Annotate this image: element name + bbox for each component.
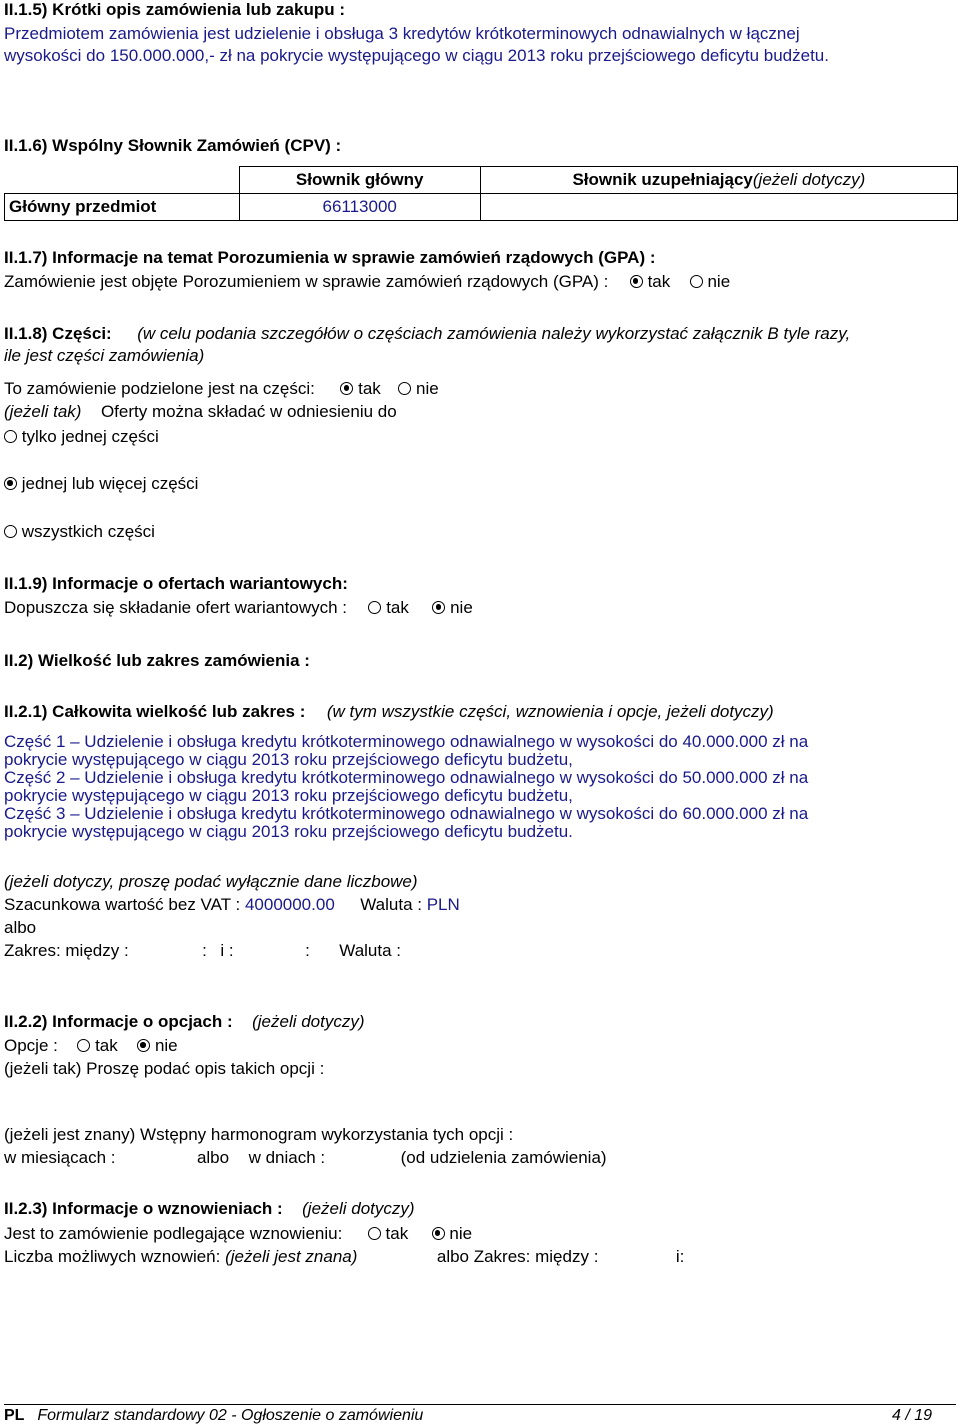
cpv-supplementary-label: Słownik uzupełniający	[572, 170, 753, 189]
renewals-yes-label: tak	[385, 1224, 409, 1243]
section-heading-ii-2-3: II.2.3) Informacje o wznowieniach :	[4, 1199, 283, 1218]
gpa-yes-label: tak	[647, 272, 671, 291]
options-no-radio[interactable]	[137, 1039, 150, 1052]
offers-option-many	[4, 474, 198, 494]
total-quantity-line-1: Część 1 – Udzielenie i obsługa kredytu krótkoterminowego odnawialnego w wysokości do 40.000.000 zł na	[4, 732, 809, 751]
offers-option-one	[4, 427, 159, 447]
cpv-supplementary-code	[480, 194, 957, 221]
numeric-note: (jeżeli dotyczy, proszę podać wyłącznie dane liczbowe)	[4, 872, 418, 891]
renewals-heading-row	[4, 1199, 415, 1219]
footer-page-number: 4 / 19	[891, 1407, 932, 1424]
renewals-count-note: (jeżeli jest znana)	[225, 1247, 358, 1266]
section-heading-ii-2-2: II.2.2) Informacje o opcjach :	[4, 1012, 233, 1031]
gpa-no-label: nie	[707, 272, 731, 291]
short-description-line-2: wysokości do 150.000.000,- zł na pokrycie występującego w ciągu 2013 roku przejściowego deficytu budżetu.	[4, 46, 829, 65]
estimated-value-label: Szacunkowa wartość bez VAT :	[4, 895, 241, 914]
estimated-value: 4000000.00	[244, 895, 335, 914]
section-heading-ii-1-9: II.1.9) Informacje o ofertach wariantowych:	[4, 574, 348, 593]
options-days-label: w dniach :	[248, 1148, 326, 1167]
currency-label: Waluta :	[360, 895, 422, 914]
renewals-no-label: nie	[449, 1224, 473, 1243]
cpv-main-object-label: Główny przedmiot	[5, 194, 240, 221]
total-quantity-line-4: pokrycie występującego w ciągu 2013 roku przejściowego deficytu budżetu,	[4, 786, 573, 805]
or-text: albo	[4, 918, 37, 937]
options-from-award: (od udzielenia zamówienia)	[400, 1148, 607, 1167]
range-and: i :	[220, 941, 234, 960]
cpv-main-code: 66113000	[239, 194, 480, 221]
total-quantity-note: (w tym wszystkie części, wznowienia i opcje, jeżeli dotyczy)	[326, 702, 774, 721]
options-or: albo	[196, 1148, 230, 1167]
variants-question: Dopuszcza się składanie ofert wariantowych :	[4, 598, 347, 617]
options-schedule: (jeżeli jest znany) Wstępny harmonogram wykorzystania tych opcji :	[4, 1125, 514, 1144]
parts-heading-row	[4, 324, 850, 344]
options-months-label: w miesiącach :	[4, 1148, 116, 1167]
renewals-range-label: albo Zakres: między :	[436, 1247, 599, 1266]
parts-question: To zamówienie podzielone jest na części:	[4, 379, 315, 398]
options-question: Opcje :	[4, 1036, 58, 1055]
cpv-supplementary-note: (jeżeli dotyczy)	[752, 170, 866, 189]
range-currency-label: Waluta :	[339, 941, 402, 960]
footer-divider	[4, 1404, 956, 1405]
options-describe: (jeżeli tak) Proszę podać opis takich opcji :	[4, 1059, 325, 1078]
total-quantity-line-5: Część 3 – Udzielenie i obsługa kredytu krótkoterminowego odnawialnego w wysokości do 60.000.000 zł na	[4, 804, 809, 823]
renewals-range-and: i:	[675, 1247, 685, 1266]
section-heading-ii-1-7: II.1.7) Informacje na temat Porozumienia w sprawie zamówień rządowych (GPA) :	[4, 248, 656, 267]
offers-row	[4, 402, 397, 422]
gpa-question-row	[4, 272, 730, 292]
variants-yes-radio[interactable]	[368, 601, 381, 614]
options-yes-label: tak	[95, 1036, 118, 1055]
offers-all-label: wszystkich części	[21, 522, 155, 541]
renewals-yes-radio[interactable]	[368, 1227, 381, 1240]
gpa-question: Zamówienie jest objęte Porozumieniem w sprawie zamówień rządowych (GPA) :	[4, 272, 609, 291]
section-heading-ii-1-8: II.1.8) Części:	[4, 324, 112, 343]
variants-row	[4, 598, 473, 618]
parts-yes-label: tak	[358, 379, 381, 398]
section-heading-ii-2-1: II.2.1) Całkowita wielkość lub zakres :	[4, 702, 306, 721]
options-row	[4, 1036, 178, 1056]
gpa-yes-radio[interactable]	[630, 275, 643, 288]
section-heading-ii-1-5: II.1.5) Krótki opis zamówienia lub zakupu :	[4, 0, 345, 19]
page-footer	[4, 1406, 932, 1426]
short-description-line-1: Przedmiotem zamówienia jest udzielenie i obsługa 3 kredytów krótkoterminowych odnawialnych w łącznej	[4, 24, 800, 43]
range-row	[4, 941, 401, 961]
cpv-supplementary-header	[480, 167, 957, 194]
parts-yes-radio[interactable]	[340, 382, 353, 395]
options-heading-row	[4, 1012, 365, 1032]
renewals-note: (jeżeli dotyczy)	[302, 1199, 415, 1218]
range-colon-2: :	[305, 941, 310, 960]
range-colon-1: :	[202, 941, 207, 960]
section-heading-ii-2: II.2) Wielkość lub zakres zamówienia :	[4, 651, 310, 670]
offers-many-label: jednej lub więcej części	[21, 474, 199, 493]
variants-yes-label: tak	[386, 598, 409, 617]
total-quantity-heading-row	[4, 702, 774, 722]
renewals-question: Jest to zamówienie podlegające wznowieniu:	[4, 1224, 343, 1243]
parts-question-row	[4, 379, 439, 399]
renewals-count-label: Liczba możliwych wznowień:	[4, 1247, 221, 1266]
gpa-no-radio[interactable]	[690, 275, 703, 288]
parts-note-line-2: ile jest części zamówienia)	[4, 346, 205, 365]
footer-form-name: Formularz standardowy 02 - Ogłoszenie o zamówieniu	[37, 1407, 424, 1424]
variants-no-label: nie	[450, 598, 473, 617]
estimated-value-row	[4, 895, 460, 915]
currency-value: PLN	[426, 895, 460, 914]
total-quantity-line-6: pokrycie występującego w ciągu 2013 roku przejściowego deficytu budżetu.	[4, 822, 573, 841]
offers-if-yes: (jeżeli tak)	[4, 402, 82, 421]
total-quantity-line-3: Część 2 – Udzielenie i obsługa kredytu krótkoterminowego odnawialnego w wysokości do 50.000.000 zł na	[4, 768, 809, 787]
renewals-no-radio[interactable]	[432, 1227, 445, 1240]
offers-all-radio[interactable]	[4, 525, 17, 538]
offers-one-radio[interactable]	[4, 430, 17, 443]
renewals-row	[4, 1224, 472, 1244]
offers-text: Oferty można składać w odniesieniu do	[100, 402, 397, 421]
renewals-count-row	[4, 1247, 684, 1267]
options-yes-radio[interactable]	[77, 1039, 90, 1052]
parts-no-radio[interactable]	[398, 382, 411, 395]
total-quantity-line-2: pokrycie występującego w ciągu 2013 roku przejściowego deficytu budżetu,	[4, 750, 573, 769]
section-heading-ii-1-6: II.1.6) Wspólny Słownik Zamówień (CPV) :	[4, 136, 342, 155]
offers-one-label: tylko jednej części	[21, 427, 159, 446]
cpv-main-header: Słownik główny	[239, 167, 480, 194]
parts-no-label: nie	[415, 379, 439, 398]
parts-note-line-1: (w celu podania szczegółów o częściach zamówienia należy wykorzystać załącznik B tyle razy,	[137, 324, 851, 343]
options-schedule-row	[4, 1148, 607, 1168]
options-no-label: nie	[154, 1036, 178, 1055]
variants-no-radio[interactable]	[432, 601, 445, 614]
options-note: (jeżeli dotyczy)	[252, 1012, 365, 1031]
offers-many-radio[interactable]	[4, 477, 17, 490]
cpv-table	[4, 166, 958, 221]
offers-option-all	[4, 522, 155, 542]
range-label: Zakres: między :	[4, 941, 129, 960]
footer-language: PL	[4, 1407, 25, 1424]
